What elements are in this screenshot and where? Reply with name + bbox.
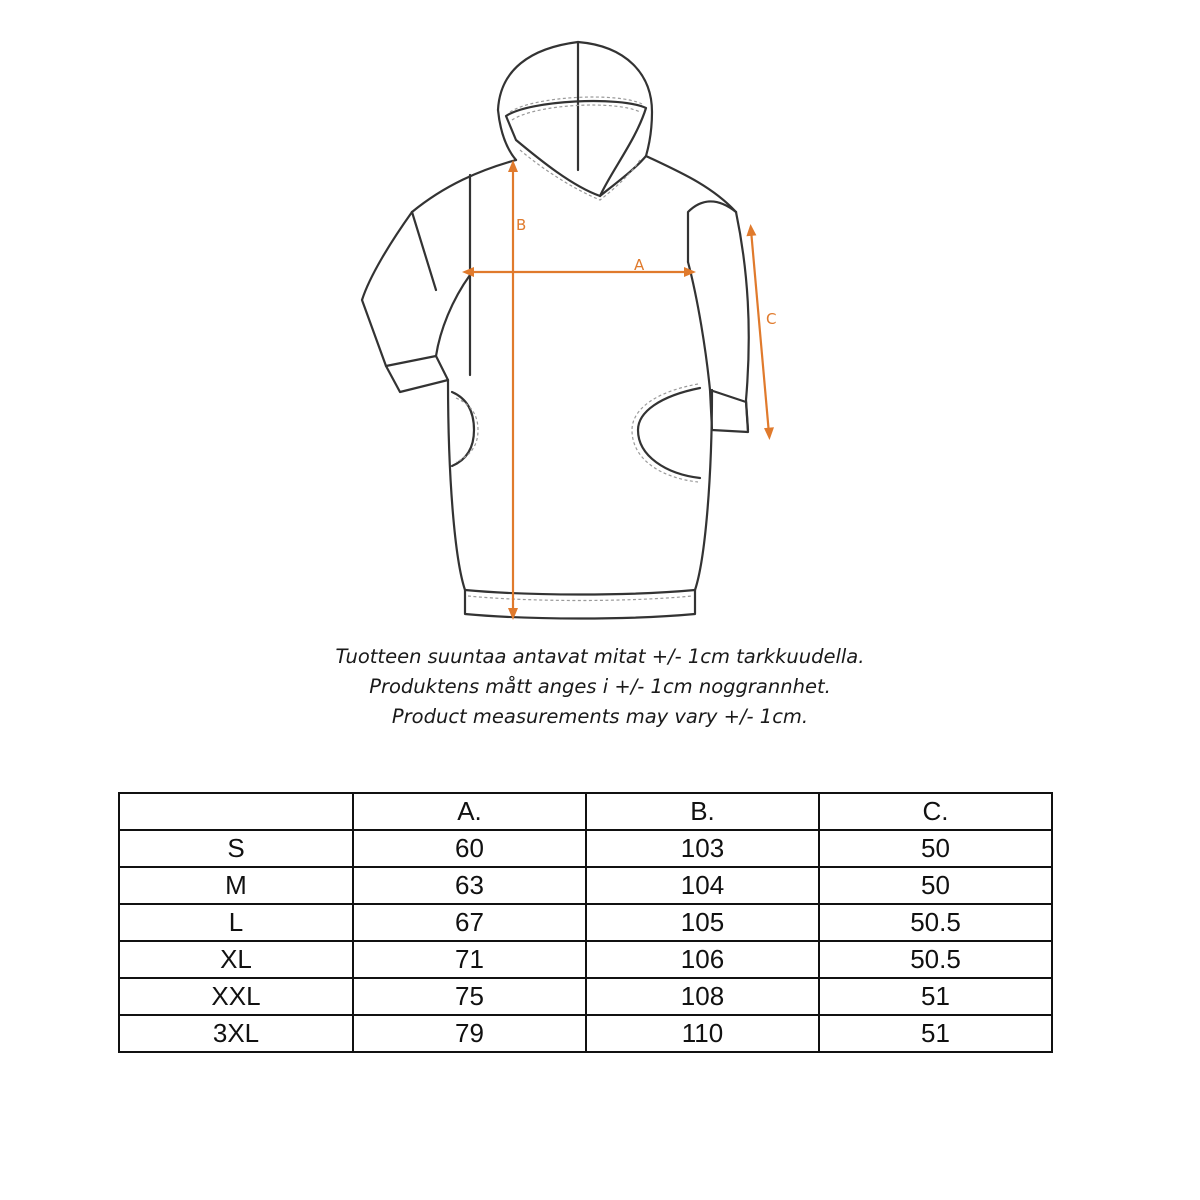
size-cell: M <box>119 867 353 904</box>
value-cell-a: 79 <box>353 1015 586 1052</box>
hood-inner <box>506 101 646 196</box>
value-cell-c: 50.5 <box>819 941 1052 978</box>
value-cell-b: 105 <box>586 904 819 941</box>
size-cell: XXL <box>119 978 353 1015</box>
measurement-lines <box>462 160 777 620</box>
table-header-row <box>119 793 1052 830</box>
value-cell-c: 50.5 <box>819 904 1052 941</box>
measure-a-arrow-left <box>462 267 474 277</box>
value-cell-a: 60 <box>353 830 586 867</box>
measure-c-arrow-bottom <box>764 427 774 440</box>
body-left-side <box>448 380 465 590</box>
header-cell-b: B. <box>586 793 819 830</box>
left-sleeve-outer <box>362 212 412 366</box>
value-cell-b: 104 <box>586 867 819 904</box>
hood-outline <box>498 42 652 156</box>
value-cell-a: 67 <box>353 904 586 941</box>
header-cell-c: C. <box>819 793 1052 830</box>
right-pocket <box>638 388 700 478</box>
table-row <box>119 830 1052 867</box>
hem-stitch <box>468 596 692 601</box>
value-cell-b: 110 <box>586 1015 819 1052</box>
hoodie-dress-outline <box>362 42 749 619</box>
note-swedish: Produktens mått anges i +/- 1cm noggrannhet. <box>369 675 831 698</box>
table-row <box>119 904 1052 941</box>
size-cell: 3XL <box>119 1015 353 1052</box>
measure-label-a: A <box>634 256 645 274</box>
size-table <box>118 792 1053 1053</box>
right-sleeve-inner <box>688 262 710 390</box>
value-cell-a: 71 <box>353 941 586 978</box>
right-body-top <box>688 201 736 262</box>
hem-bottom <box>465 590 695 619</box>
measure-label-c: C <box>766 310 777 328</box>
size-cell: XL <box>119 941 353 978</box>
left-pocket <box>452 392 474 466</box>
size-cell: L <box>119 904 353 941</box>
size-cell: S <box>119 830 353 867</box>
table-row <box>119 941 1052 978</box>
stitch-lines <box>456 97 698 600</box>
note-english: Product measurements may vary +/- 1cm. <box>391 705 809 728</box>
left-cuff <box>386 356 448 392</box>
left-sleeve-inner <box>436 275 470 356</box>
left-shoulder <box>412 160 516 212</box>
table-row <box>119 1015 1052 1052</box>
value-cell-b: 103 <box>586 830 819 867</box>
table-row <box>119 978 1052 1015</box>
right-sleeve-outer <box>736 212 749 430</box>
value-cell-c: 51 <box>819 978 1052 1015</box>
measure-c-line <box>751 230 769 434</box>
header-cell-a: A. <box>353 793 586 830</box>
left-sleeve-seam <box>412 212 436 290</box>
value-cell-c: 51 <box>819 1015 1052 1052</box>
value-cell-a: 63 <box>353 867 586 904</box>
value-cell-c: 50 <box>819 830 1052 867</box>
table-row <box>119 867 1052 904</box>
measure-label-b: B <box>516 216 527 234</box>
note-finnish: Tuotteen suuntaa antavat mitat +/- 1cm tarkkuudella. <box>335 645 865 668</box>
value-cell-a: 75 <box>353 978 586 1015</box>
hood-stitch <box>510 97 642 112</box>
measurement-notes <box>0 642 1200 732</box>
body-right-side <box>695 390 712 590</box>
right-cuff <box>710 390 748 432</box>
header-cell-empty <box>119 793 353 830</box>
value-cell-b: 106 <box>586 941 819 978</box>
value-cell-b: 108 <box>586 978 819 1015</box>
value-cell-c: 50 <box>819 867 1052 904</box>
measure-c-arrow-top <box>746 224 756 236</box>
